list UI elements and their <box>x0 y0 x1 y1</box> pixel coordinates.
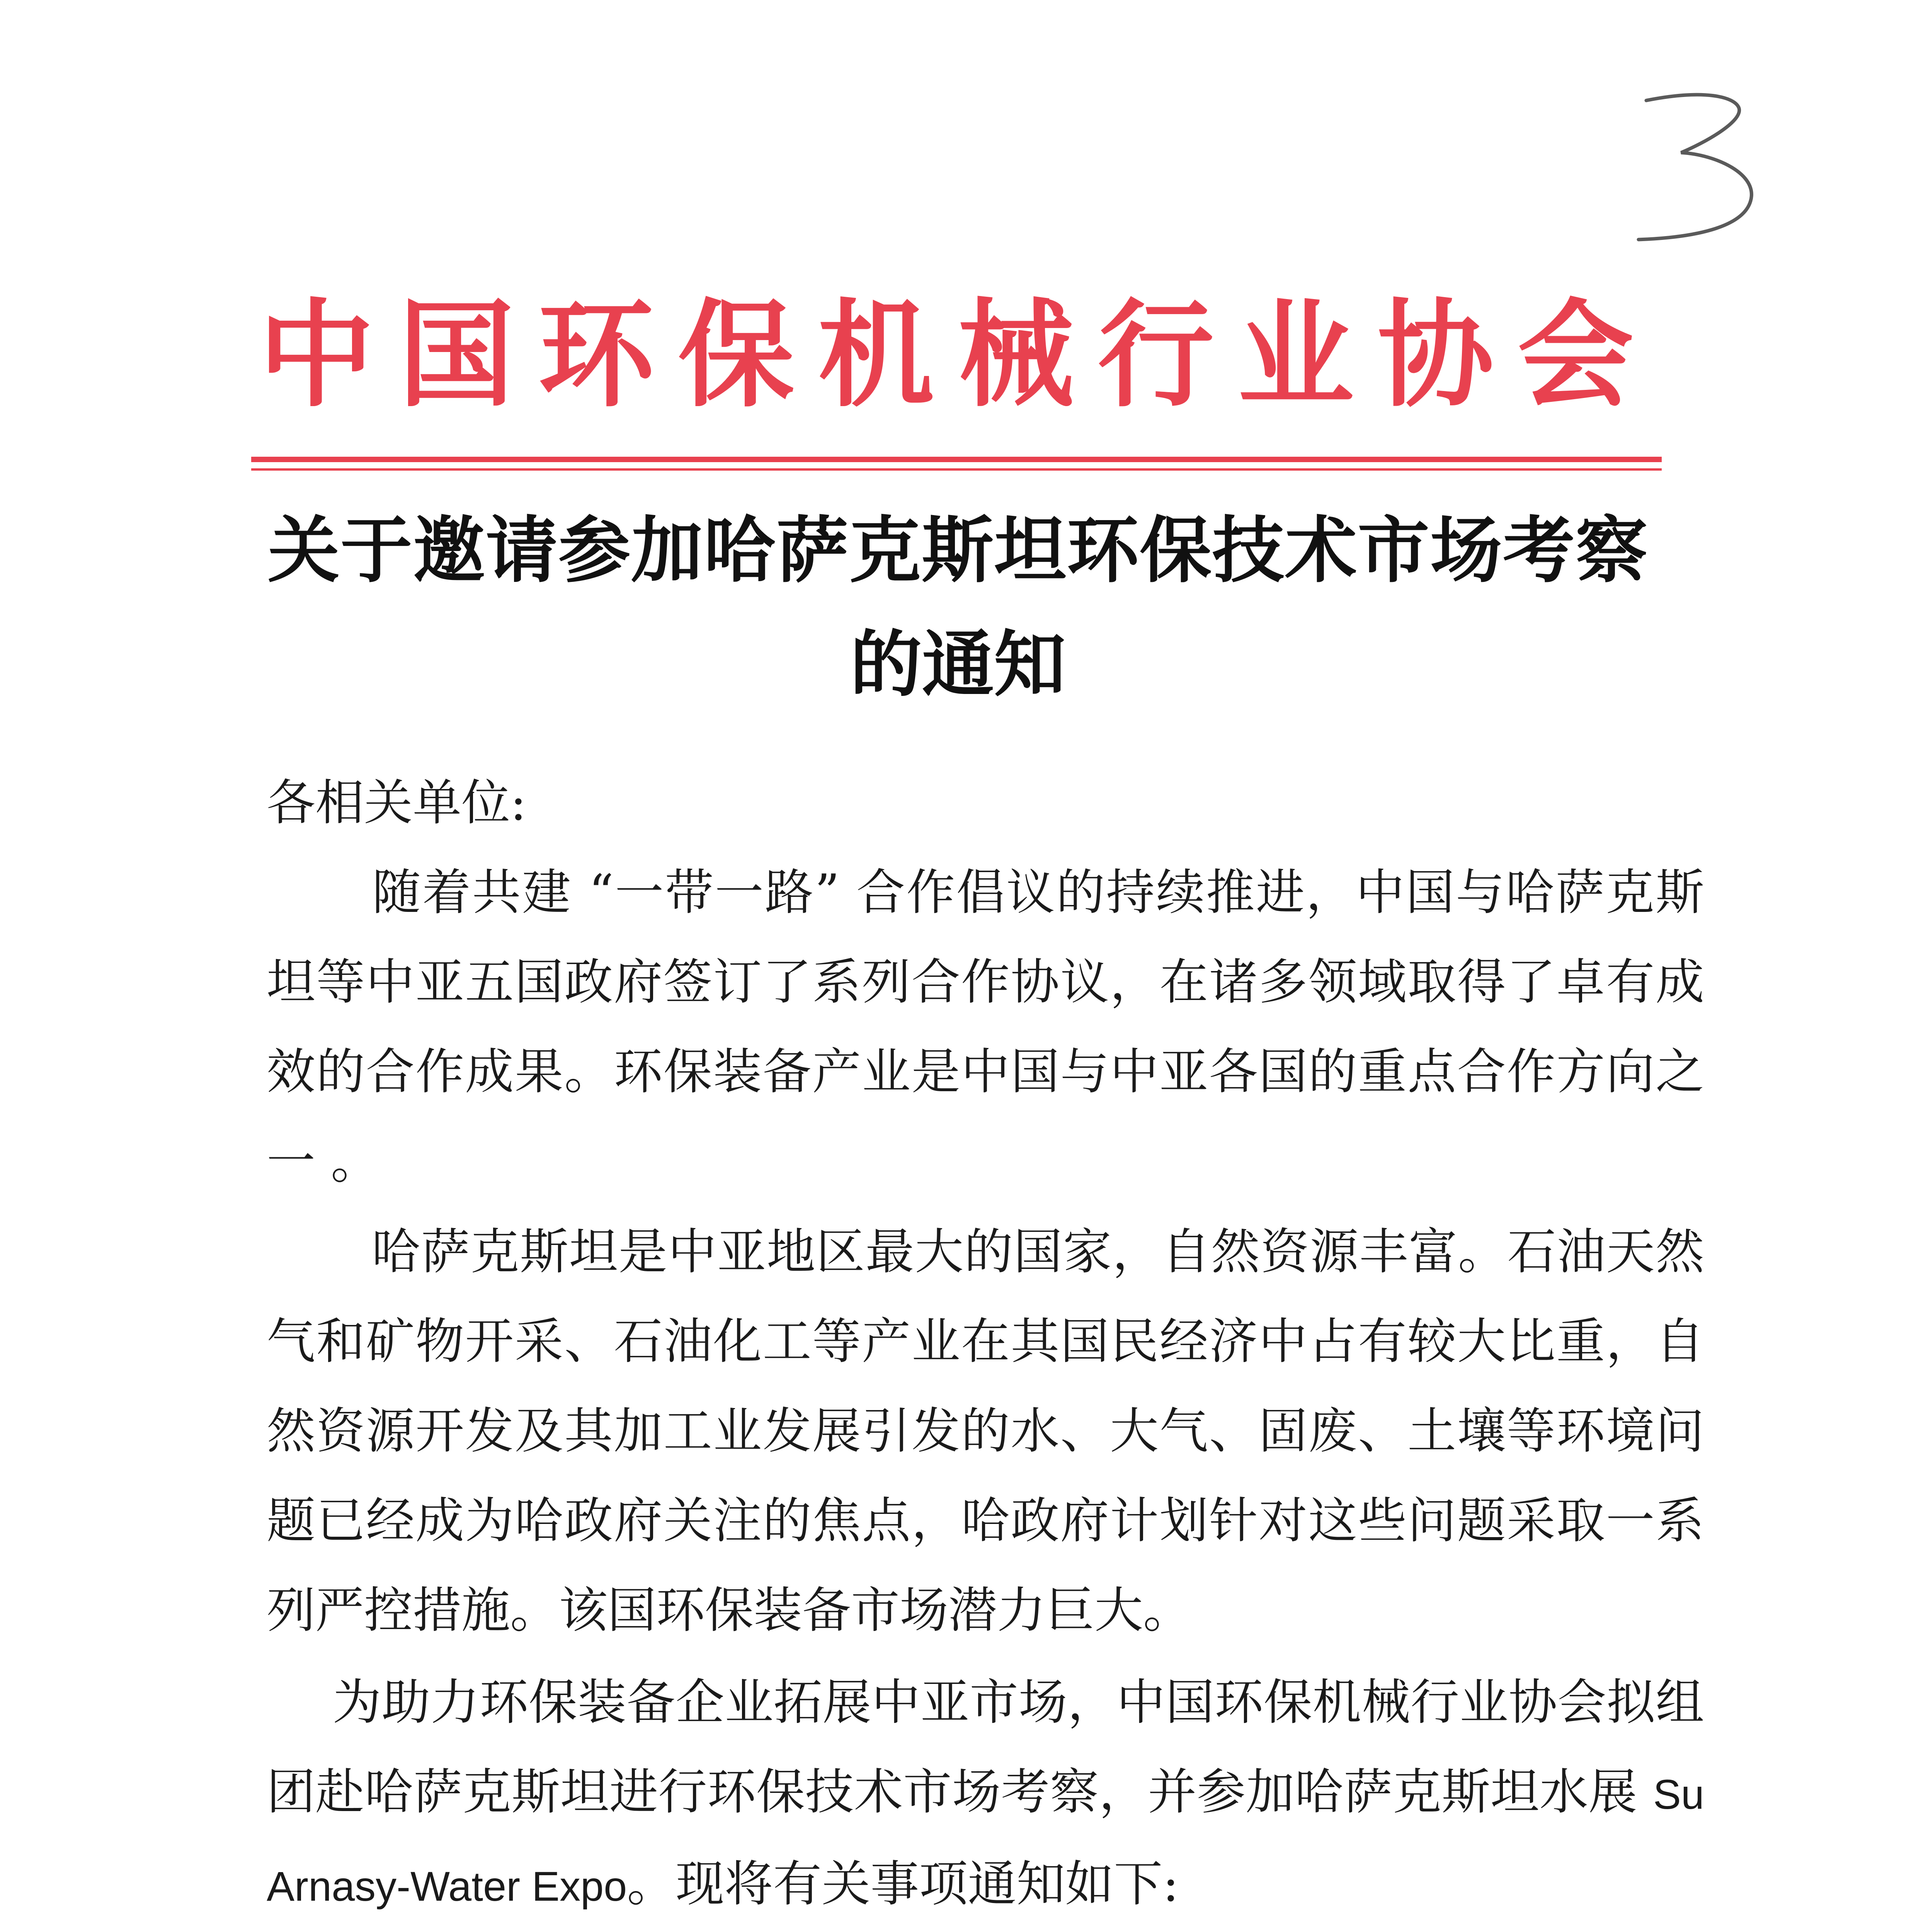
document-title-line1: 关于邀请参加哈萨克斯坦环保技术市场考察 <box>267 509 1648 592</box>
salutation: 各相关单位: <box>267 774 527 831</box>
header-rule-thick <box>251 457 1662 462</box>
item-time <box>332 1928 1770 1932</box>
paragraph-3-text-part1: 为助力环保装备企业拓展中亚市场，中国环保机械行业协会拟组团赴哈萨克斯坦进行环保技术市场考察，并参加哈萨克斯坦水展 <box>267 1674 1704 1820</box>
document-title-line2: 的通知 <box>850 622 1066 706</box>
header-rule-thin <box>251 468 1662 471</box>
paragraph-1-text: 随着共建 “一带一路” 合作倡议的持续推进，中国与哈萨克斯坦等中亚五国政府签订了系列合作协议，在诸多领域取得了卓有成效的合作成果。环保装备产业是中国与中亚各国的重点合作方向之一 。 <box>267 864 1704 1190</box>
expo-name: Su Arnasy-Water Expo <box>267 1771 1704 1910</box>
paragraph-3-text-part2: 。现将有关事项通知如下: <box>627 1855 1179 1912</box>
organization-header: 中国环保机械行业协会 <box>259 288 1657 423</box>
paragraph-2 <box>267 1207 1704 1655</box>
paragraph-3 <box>267 1658 1704 1931</box>
handwritten-number-3 <box>1635 85 1766 247</box>
paragraph-1 <box>267 848 1704 1206</box>
paragraph-2-text: 哈萨克斯坦是中亚地区最大的国家，自然资源丰富。石油天然气和矿物开采、石油化工等产业在其国民经济中占有较大比重，自然资源开发及其加工业发展引发的水、大气、固废、土壤等环境问题已经成为哈政府关注的焦点，哈政府计划针对这些问题采取一系列严控措施。该国环保装备市场潜力巨大。 <box>267 1223 1704 1639</box>
